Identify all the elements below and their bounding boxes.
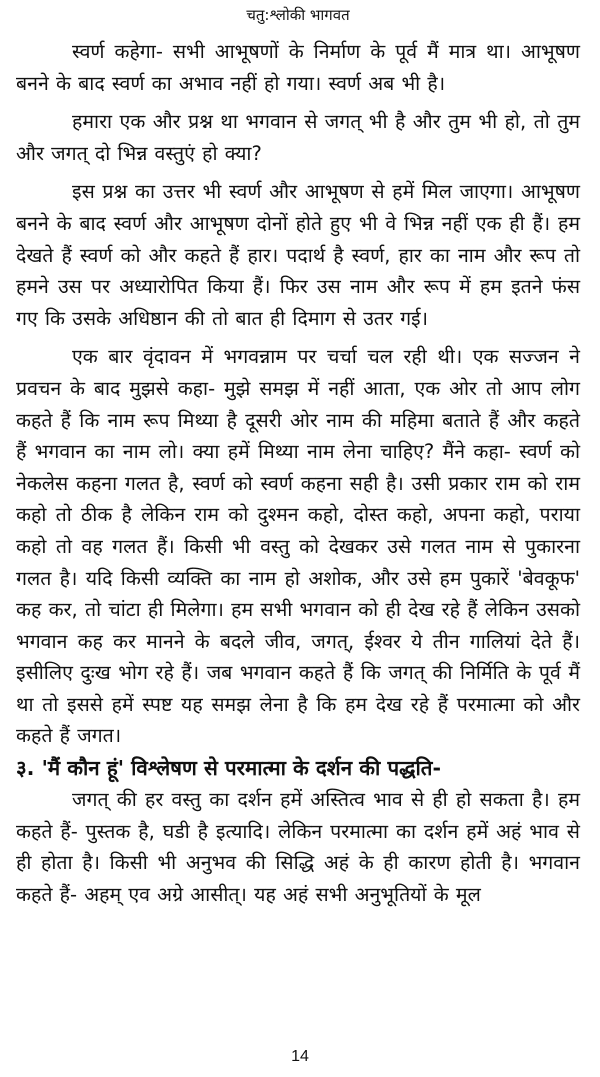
paragraph-4: एक बार वृंदावन में भगवन्नाम पर चर्चा चल रही थी। एक सज्जन ने प्रवचन के बाद मुझसे कहा- मुझे समझ में नहीं आता, एक ओर तो आप लोग कहते हैं कि नाम रूप मिथ्या है दूसरी ओर नाम की महिमा बताते हैं और कहते हैं भगवान का नाम लो। क्या हमें मिथ्या नाम लेना चाहिए? मैंने कहा- स्वर्ण को नेकलेस कहना गलत है, स्वर्ण को स्वर्ण कहना सही है। उसी प्रकार राम को राम कहो तो ठीक है लेकिन राम को दुश्मन कहो, दोस्त कहो, अपना कहो, पराया कहो तो वह गलत हैं। किसी भी वस्तु को देखकर उसे गलत नाम से पुकारना गलत है। यदि किसी व्यक्ति का नाम हो अशोक, और उसे हम पुकारें 'बेवकूफ' कह कर, तो चांटा ही मिलेगा। हम सभी भगवान को ही देख रहे हैं लेकिन उसको भगवान कह कर मानने के बदले जीव, जगत्, ईश्वर ये तीन गालियां देते हैं। इसीलिए दुःख भोग रहे हैं। जब भगवान कहते हैं कि जगत् की निर्मिति के पूर्व मैं था तो इससे हमें स्पष्ट यह समझ लेना है कि हम देख रहे हैं परमात्मा को और कहते हैं जगत। bbox=[16, 345, 580, 748]
paragraph-1: स्वर्ण कहेगा- सभी आभूषणों के निर्माण के पूर्व मैं मात्र था। आभूषण बनने के बाद स्वर्ण का अभाव नहीं हो गया। स्वर्ण अब भी है। bbox=[16, 40, 580, 95]
paragraph-3: इस प्रश्न का उत्तर भी स्वर्ण और आभूषण से हमें मिल जाएगा। आभूषण बनने के बाद स्वर्ण और आभूषण दोनों होते हुए भी वे भिन्न नहीं एक ही हैं। हम देखते हैं स्वर्ण को और कहते हैं हार। पदार्थ है स्वर्ण, हार का नाम और रूप तो हमने उस पर अध्यारोपित किया हैं। फिर उस नाम और रूप में हम इतने फंस गए कि उसके अधिष्ठान की तो बात ही दिमाग से उतर गई। bbox=[16, 180, 580, 330]
running-title: चतु:श्लोकी भागवत bbox=[246, 6, 350, 24]
section-paragraph: जगत् की हर वस्तु का दर्शन हमें अस्तित्व भाव से ही हो सकता है। हम कहते हैं- पुस्तक है, घडी है इत्यादि। लेकिन परमात्मा का दर्शन हमें अहं भाव से ही होता है। किसी भी अनुभव की सिद्धि अहं के ही कारण होती है। भगवान कहते हैं- अहम् एव अग्रे आसीत्। यह अहं सभी अनुभूतियों के मूल bbox=[16, 788, 580, 906]
section-heading: ३. 'मैं कौन हूं' विश्लेषण से परमात्मा के दर्शन की पद्धति- bbox=[16, 756, 441, 781]
paragraph-2: हमारा एक और प्रश्न था भगवान से जगत् भी है और तुम भी हो, तो तुम और जगत् दो भिन्न वस्तुएं हो क्या? bbox=[16, 110, 580, 165]
page-number: 14 bbox=[291, 1048, 309, 1065]
